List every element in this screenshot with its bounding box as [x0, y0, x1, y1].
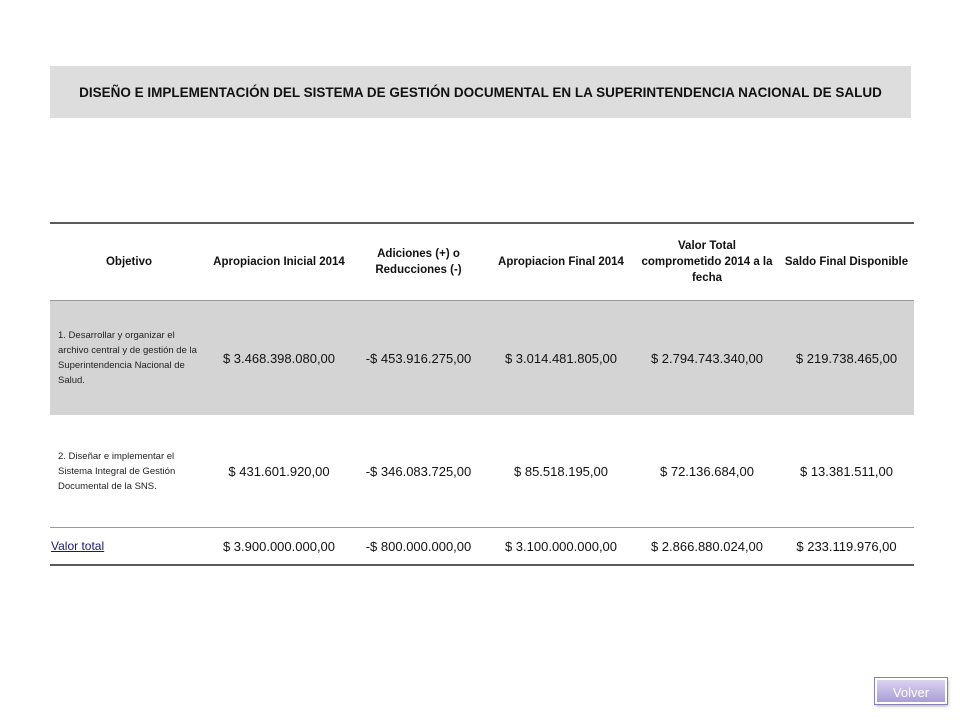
objective-cell: 1. Desarrollar y organizar el archivo central y de gestión de la Superintendencia Nacional de Salud.: [50, 301, 208, 416]
header-saldo-final: Saldo Final Disponible: [779, 223, 914, 301]
total-label-cell: [50, 528, 208, 566]
apropiacion-final-cell: $ 3.014.481.805,00: [487, 301, 635, 416]
title-banner: [50, 66, 911, 118]
volver-button[interactable]: Volver: [875, 678, 947, 704]
apropiacion-inicial-cell: $ 431.601.920,00: [228, 463, 330, 479]
budget-table: [50, 222, 914, 566]
total-valor-comprometido: $ 2.866.880.024,00: [635, 528, 779, 566]
header-apropiacion-final: Apropiacion Final 2014: [487, 223, 635, 301]
apropiacion-final-cell: $ 85.518.195,00: [514, 463, 608, 479]
total-saldo-final: $ 233.119.976,00: [779, 528, 914, 566]
header-row: [50, 223, 914, 301]
header-apropiacion-inicial: Apropiacion Inicial 2014: [208, 223, 350, 301]
adiciones-cell: -$ 453.916.275,00: [350, 301, 487, 416]
header-valor-comprometido: Valor Total comprometido 2014 a la fecha: [635, 223, 779, 301]
total-apropiacion-inicial: $ 3.900.000.000,00: [208, 528, 350, 566]
objective-cell: 2. Diseñar e implementar el Sistema Integral de Gestión Documental de la SNS.: [58, 450, 176, 492]
adiciones-cell: -$ 346.083.725,00: [365, 463, 472, 479]
table-row: [50, 415, 914, 528]
header-objetivo: Objetivo: [50, 223, 208, 301]
page-title: DISEÑO E IMPLEMENTACIÓN DEL SISTEMA DE GESTIÓN DOCUMENTAL EN LA SUPERINTENDENCIA NACIONAL DE SALUD: [79, 84, 882, 100]
apropiacion-inicial-cell: $ 3.468.398.080,00: [208, 301, 350, 416]
total-adiciones: -$ 800.000.000,00: [350, 528, 487, 566]
saldo-final-cell: $ 219.738.465,00: [779, 301, 914, 416]
total-row: [50, 528, 914, 566]
valor-total-link[interactable]: Valor total: [51, 539, 105, 553]
table-row: [50, 301, 914, 416]
saldo-final-cell: $ 13.381.511,00: [799, 463, 893, 479]
header-adiciones-reducciones: Adiciones (+) o Reducciones (-): [350, 223, 487, 301]
total-apropiacion-final: $ 3.100.000.000,00: [487, 528, 635, 566]
valor-comprometido-cell: $ 72.136.684,00: [660, 463, 754, 479]
valor-comprometido-cell: $ 2.794.743.340,00: [635, 301, 779, 416]
